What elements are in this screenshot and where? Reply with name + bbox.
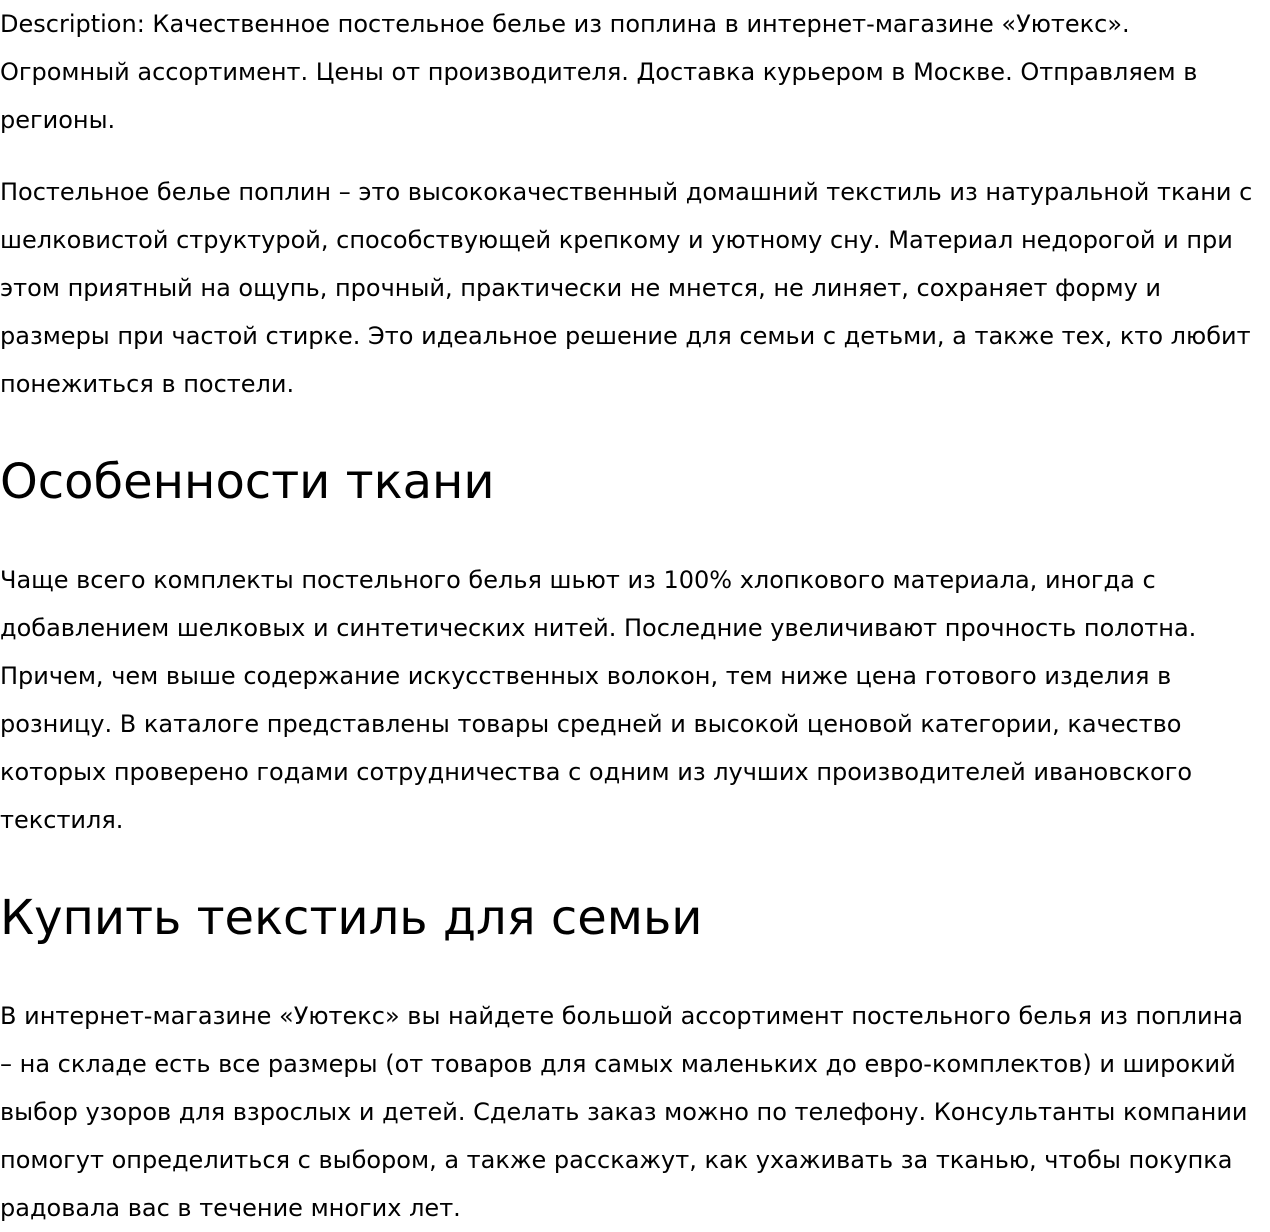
intro-paragraph: Постельное белье поплин – это высококачественный домашний текстиль из натуральной ткани с шелковистой структурой, способствующей крепкому и уютному сну. Материал недорогой и при этом приятный на ощупь, прочный, практически не мнется, не линяет, сохраняет форму и размеры при частой стирке. Это идеальное решение для семьи с детьми, а также тех, кто любит понежиться в постели. (0, 178, 1253, 398)
section-heading-fabric-features: Особенности ткани (0, 454, 495, 510)
section-paragraph-buy-textile: В интернет-магазине «Уютекс» вы найдете большой ассортимент постельного белья из поплина – на складе есть все размеры (от товаров для самых маленьких до евро-комплектов) и широкий выбор узоров для взрослых и детей. Сделать заказ можно по телефону. Консультанты компании помогут определиться с выбором, а также расскажут, как ухаживать за тканью, чтобы покупка радовала вас в течение многих лет. (0, 1002, 1248, 1222)
meta-description: Description: Качественное постельное белье из поплина в интернет-магазине «Уютекс». Огромный ассортимент. Цены от производителя. Доставка курьером в Москве. Отправляем в регионы. (0, 10, 1198, 134)
section-paragraph-fabric-features: Чаще всего комплекты постельного белья шьют из 100% хлопкового материала, иногда с добавлением шелковых и синтетических нитей. Последние увеличивают прочность полотна. Причем, чем выше содержание искусственных волокон, тем ниже цена готового изделия в розницу. В каталоге представлены товары средней и высокой ценовой категории, качество которых проверено годами сотрудничества с одним из лучших производителей ивановского текстиля. (0, 566, 1197, 834)
section-heading-buy-textile: Купить текстиль для семьи (0, 890, 703, 946)
